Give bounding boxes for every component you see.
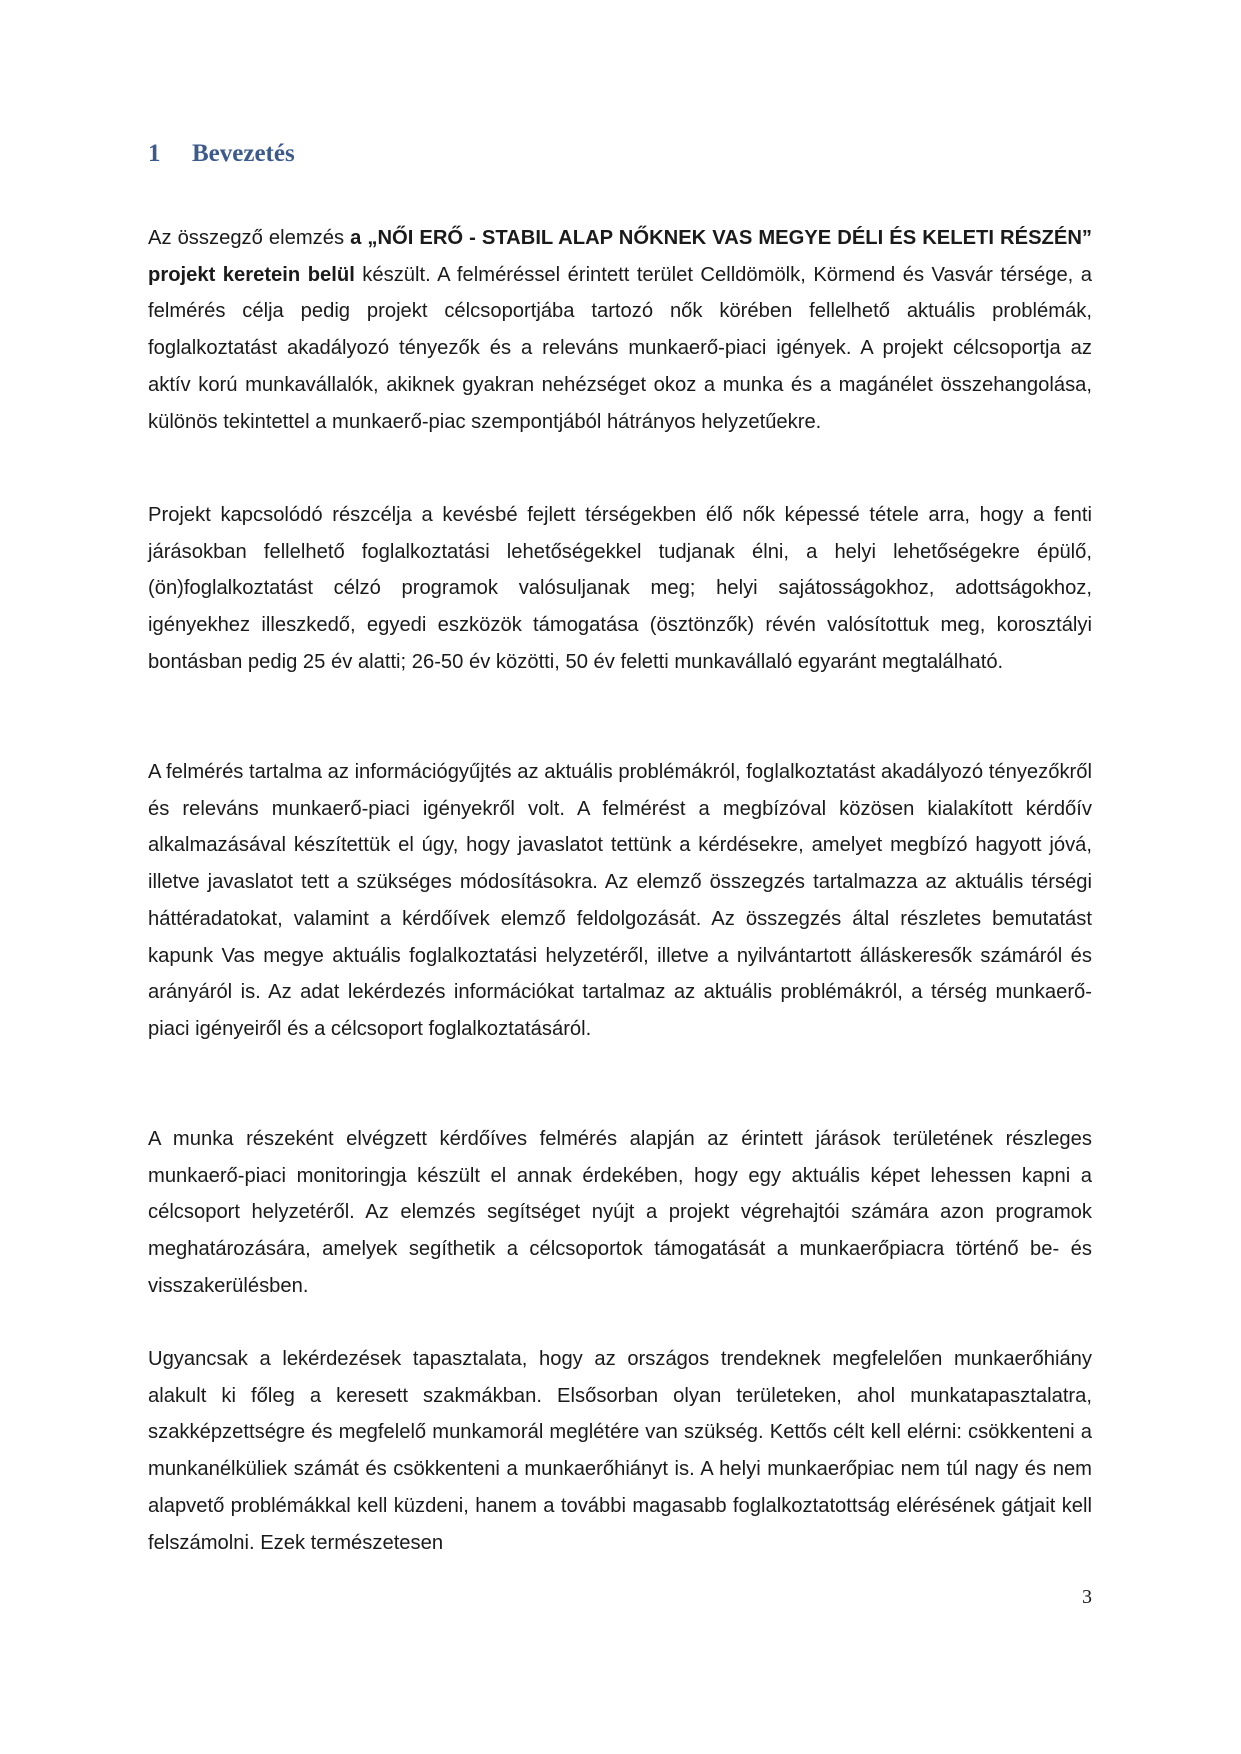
paragraph-subgoal: Projekt kapcsolódó részcélja a kevésbé fejlett térségekben élő nők képessé tétele arra, hogy a fenti járásokban fellelhető foglalkoztatási lehetőségekkel tudjanak élni, a helyi lehetőségekre épülő, (ön)foglalkoztatást célzó programok valósuljanak meg; helyi sajátosságokhoz, adottságokhoz, igényekhez illeszkedő, egyedi eszközök támogatása (ösztönzők) révén valósítottuk meg, korosztályi bontásban pedig 25 év alatti; 26-50 év közötti, 50 év feletti munkavállaló egyaránt megtalálható. — [148, 504, 1092, 673]
section-heading — [148, 140, 295, 168]
page-number: 3 — [1082, 1586, 1092, 1608]
paragraph-intro-lead: Az összegző elemzés — [148, 227, 351, 249]
paragraph-survey-content: A felmérés tartalma az információgyűjtés az aktuális problémákról, foglalkoztatást akadályozó tényezőkről és releváns munkaerő-piaci igényekről volt. A felmérést a megbízóval közösen kialakított kérdőív alkalmazásával készítettük el úgy, hogy javaslatot tettünk a kérdésekre, amelyet megbízó hagyott jóvá, illetve javaslatot tett a szükséges módosításokra. Az elemző összegzés tartalmazza az aktuális térségi háttéradatokat, valamint a kérdőívek elemző feldolgozását. Az összegzés által részletes bemutatást kapunk Vas megye aktuális foglalkoztatási helyzetéről, illetve a nyilvántartott álláskeresők számáról és arányáról is. Az adat lekérdezés információkat tartalmaz az aktuális problémákról, a térség munkaerő-piaci igényeiről és a célcsoport foglalkoztatásáról. — [148, 761, 1092, 1040]
paragraph-intro — [148, 220, 1092, 440]
section-number: 1 — [148, 140, 161, 167]
paragraph-monitoring: A munka részeként elvégzett kérdőíves felmérés alapján az érintett járások területének részleges munkaerő-piaci monitoringja készült el annak érdekében, hogy egy aktuális képet lehessen kapni a célcsoport helyzetéről. Az elemzés segítséget nyújt a projekt végrehajtói számára azon programok meghatározására, amelyek segíthetik a célcsoportok támogatását a munkaerőpiacra történő be- és visszakerülésben. — [148, 1128, 1092, 1297]
paragraph-intro-rest: készült. A felméréssel érintett terület Celldömölk, Körmend és Vasvár térsége, a felmérés célja pedig projekt célcsoportjába tartozó nők körében fellelhető aktuális problémák, foglalkoztatást akadályozó tényezők és a releváns munkaerő-piaci igények. A projekt célcsoportja az aktív korú munkavállalók, akiknek gyakran nehézséget okoz a munka és a magánélet összehangolása, különös tekintettel a munkaerő-piac szempontjából hátrányos helyzetűekre. — [148, 263, 1093, 433]
section-title: Bevezetés — [192, 140, 295, 167]
paragraph-labour-shortage: Ugyancsak a lekérdezések tapasztalata, hogy az országos trendeknek megfelelően munkaerőhiány alakult ki főleg a keresett szakmákban. Elsősorban olyan területeken, ahol munkatapasztalatra, szakképzettségre és megfelelő munkamorál meglétére van szükség. Kettős célt kell elérni: csökkenteni a munkanélküliek számát és csökkenteni a munkaerőhiányt is. A helyi munkaerőpiac nem túl nagy és nem alapvető problémákkal kell küzdeni, hanem a további magasabb foglalkoztatottság elérésének gátjait kell felszámolni. Ezek természetesen — [148, 1348, 1092, 1554]
project-name-bold: a „NŐI ERŐ - STABIL ALAP NŐKNEK VAS MEGYE DÉLI ÉS KELETI RÉSZÉN” projekt keretein belül — [148, 227, 1092, 286]
